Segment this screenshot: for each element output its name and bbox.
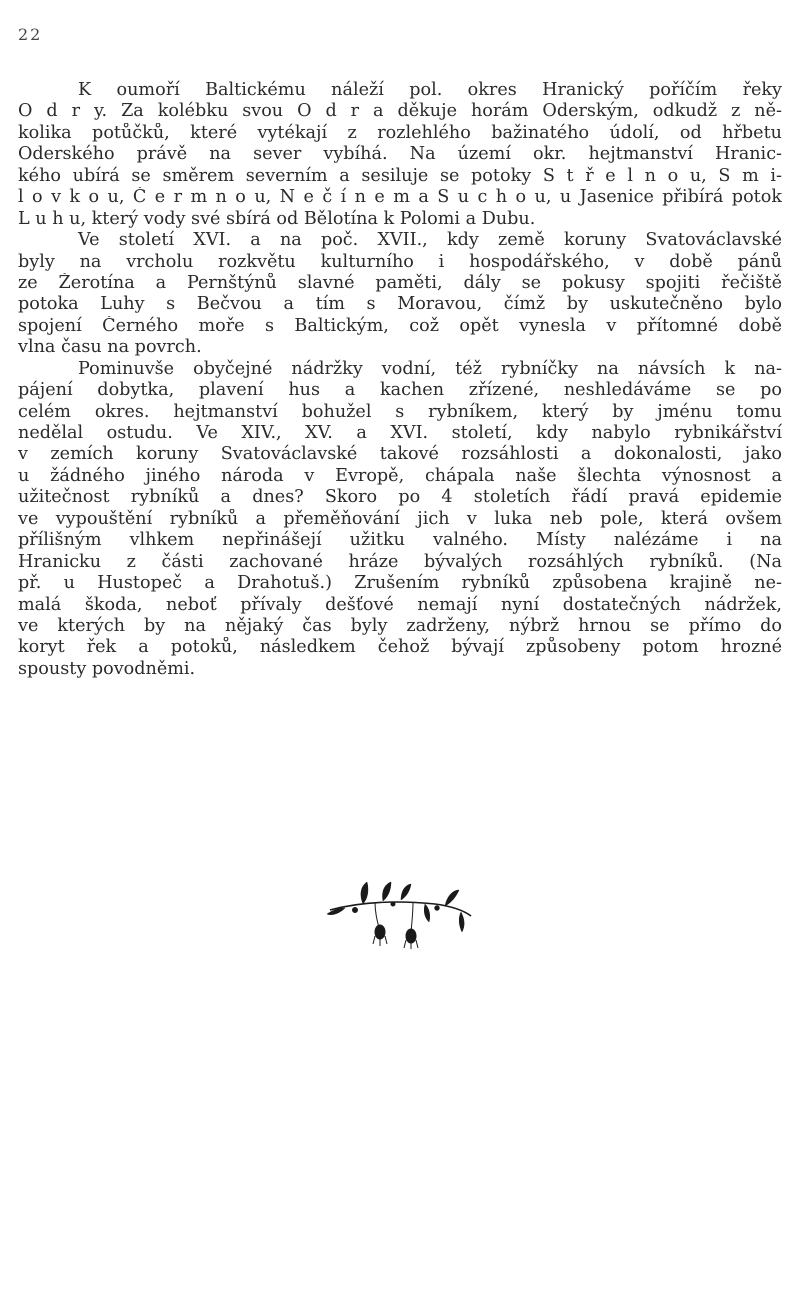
text-line: ve vypouštění rybníků a přeměňování jich v luka neb pole, která ovšem	[18, 508, 782, 529]
text-line: L u h u, který vody své sbírá od Bělotína k Polomi a Dubu.	[18, 208, 536, 229]
text-line: př. u Hustopeč a Drahotuš.) Zrušením rybníků způsobena krajině ne-	[18, 573, 782, 594]
text-line: kého ubírá se směrem severním a sesiluje se potoky S t ř e l n o u, S m i-	[18, 165, 782, 186]
text-line: u žádného jiného národa v Evropě, chápala naše šlechta výnosnost a	[18, 465, 782, 486]
text-line: celém okres. hejtmanství bohužel s rybníkem, který by jménu tomu	[18, 401, 782, 422]
text-line: potoka Luhy s Bečvou a tím s Moravou, čímž by uskutečněno bylo	[18, 294, 782, 315]
text-line: ve kterých by na nějaký čas byly zadrženy, nýbrž hrnou se přímo do	[18, 615, 782, 636]
body-text	[18, 80, 782, 680]
text-line: Oderského právě na sever vybíhá. Na území okr. hejtmanství Hranic-	[18, 144, 782, 165]
text-line: nedělal ostudu. Ve XIV., XV. a XVI. století, kdy nabylo rybnikářství	[18, 423, 782, 443]
page-number: 22	[18, 25, 43, 44]
text-line: užitečnost rybníků a dnes? Skoro po 4 stoletích řádí pravá epidemie	[18, 487, 782, 508]
text-line: malá škoda, neboť přívaly dešťové nemají nyní dostatečných nádržek,	[18, 594, 782, 615]
paragraph-1	[18, 80, 782, 230]
text-line: Pominuvše obyčejné nádržky vodní, též rybníčky na návsích k na-	[78, 358, 782, 379]
text-line: O d r y. Za kolébku svou O d r a děkuje horám Oderským, odkudž z ně-	[18, 101, 782, 122]
text-line: pájení dobytka, plavení hus a kachen zřízené, neshledáváme se po	[18, 380, 782, 401]
text-line: Ve století XVI. a na poč. XVII., kdy země koruny Svatováclavské	[78, 230, 782, 251]
text-line: ze Žerotína a Pernštýnů slavné paměti, dály se pokusy spojiti řečiště	[18, 272, 782, 293]
text-line: spousty povodněmi.	[18, 658, 196, 679]
paragraph-3	[18, 359, 782, 681]
text-line: l o v k o u, Č e r m n o u, N e č í n e m a S u c h o u, u Jasenice přibírá potok	[18, 187, 782, 208]
text-line: přílišným vlhkem nepřinášejí užitku valného. Místy nalézáme i na	[18, 530, 782, 551]
text-line: vlna času na povrch.	[18, 337, 202, 358]
paragraph-2	[18, 230, 782, 359]
text-line: koryt řek a potoků, následkem čehož bývají způsobeny potom hrozné	[18, 637, 782, 658]
text-line: spojení Černého moře s Baltickým, což opět vynesla v přítomné době	[18, 315, 782, 336]
text-line: v zemích koruny Svatováclavské takové rozsáhlosti a dokonalosti, jako	[18, 444, 782, 465]
text-line: K oumoří Baltickému náleží pol. okres Hranický poříčím řeky	[78, 80, 782, 100]
text-line: byly na vrcholu rozkvětu kulturního i hospodářského, v době pánů	[18, 251, 782, 272]
text-line: kolika potůčků, které vytékají z rozlehlého bažinatého údolí, od hřbetu	[18, 122, 782, 143]
floral-vignette-icon	[325, 880, 475, 950]
text-line: Hranicku z části zachované hráze bývalých rozsáhlých rybníků. (Na	[18, 551, 782, 572]
